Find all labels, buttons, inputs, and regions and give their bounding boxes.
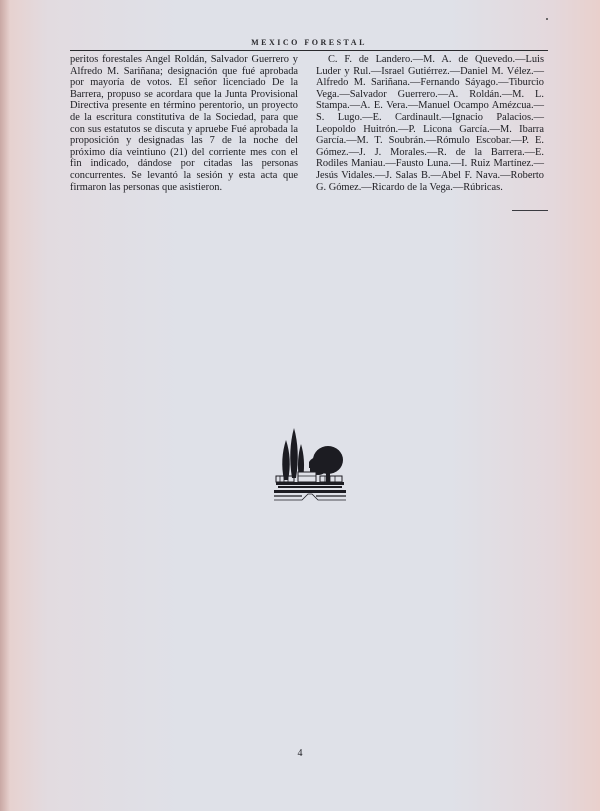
running-head: MEXICO FORESTAL (251, 38, 367, 47)
garden-vignette-icon (272, 420, 348, 504)
page-number: 4 (297, 748, 303, 759)
text-column-right (316, 54, 544, 193)
print-speck (546, 18, 548, 20)
minutes-paragraph: peritos forestales Angel Roldán, Salvador Guerrero y Alfredo M. Sariñana; designación que fué aprobada por mayoría de votos. El señor licenciado De la Barrera, propuso se acordara que la Junta Provisional Directiva presente en término perentorio, un proyecto de la escritura constitutiva de la Sociedad, para que con sus estatutos se discuta y apruebe Fué aprobada la proposición y designadas las 7 de la noche del próximo día veintiuno (21) del corriente mes con el fin indicado, dándose por citadas las personas concurrentes. Se levantó la sesión y esta acta que firmaron las personas que asistieron. (70, 54, 298, 193)
header-rule (70, 50, 548, 51)
page-edge-shadow (0, 0, 10, 811)
text-column-left (70, 54, 298, 193)
end-rule (512, 210, 548, 211)
signatories-paragraph: C. F. de Landero.—M. A. de Quevedo.—Luis Luder y Rul.—Israel Gutiérrez.—Daniel M. Vélez.—Alfredo M. Sariñana.—Fernando Sáyago.—Tiburcio Vega.—Salvador Guerrero.—A. Roldán.—M. L. Stampa.—A. E. Vera.—Manuel Ocampo Amézcua.—S. Lugo.—E. Cardinault.—Ignacio Palacios.—Leopoldo Huitrón.—P. Licona García.—M. Ibarra García.—M. T. Soubrán.—Rómulo Escobar.—P. E. Gómez.—J. J. Morales.—R. de la Barrera.—E. Rodiles Maniau.—Fausto Luna.—I. Ruiz Martínez.—Jesús Vidales.—J. Salas B.—Abel F. Nava.—Roberto G. Gómez.—Ricardo de la Vega.—Rúbricas. (316, 54, 544, 193)
